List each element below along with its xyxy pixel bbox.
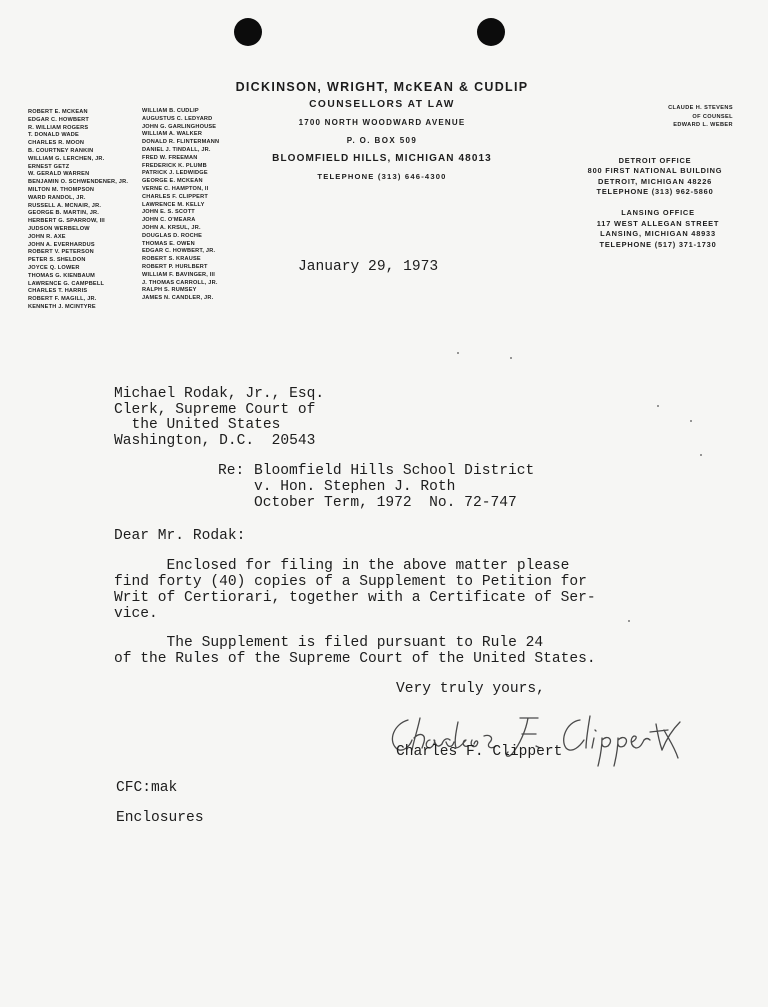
partner-name: ROBERT F. MAGILL, JR. (28, 296, 97, 303)
partner-name: ROBERT V. PETERSON (28, 249, 94, 256)
detroit-office-line-3: TELEPHONE (313) 962-5860 (596, 187, 714, 197)
scan-speck (510, 357, 512, 359)
partner-name: R. WILLIAM ROGERS (28, 124, 89, 131)
partner-name: RUSSELL A. MCNAIR, JR. (28, 202, 102, 209)
partner-name: ROBERT P. HURLBERT (142, 263, 208, 270)
lansing-office-line-3: TELEPHONE (517) 371-1730 (599, 239, 717, 249)
partner-name: J. THOMAS CARROLL, JR. (142, 279, 218, 286)
punch-hole-left (234, 18, 262, 46)
partner-name: JAMES N. CANDLER, JR. (142, 295, 214, 302)
partner-name: GEORGE E. MCKEAN (142, 178, 203, 185)
lansing-office-block (580, 208, 736, 250)
partner-name: WARD RANDOL, JR. (28, 194, 86, 201)
signer-name: Charles F. Clippert (396, 744, 563, 760)
letter-date: January 29, 1973 (298, 259, 439, 275)
partner-name: JOHN R. AXE (28, 233, 66, 240)
partner-name: WILLIAM A. WALKER (142, 131, 203, 138)
partner-name: JOHN E. S. SCOTT (142, 209, 195, 216)
partner-name: WILLIAM G. LERCHEN, JR. (28, 155, 105, 162)
partner-name: KENNETH J. MCINTYRE (28, 303, 96, 310)
lansing-office-line-1: 117 WEST ALLEGAN STREET (596, 218, 720, 228)
detroit-office-line-1: 800 FIRST NATIONAL BUILDING (587, 166, 723, 176)
partner-name: VERNE C. HAMPTON, II (142, 185, 209, 192)
scan-speck (700, 454, 702, 456)
firm-address-city: BLOOMFIELD HILLS, MICHIGAN 48013 (272, 153, 492, 164)
partner-name: CHARLES R. MOON (28, 140, 85, 147)
partner-name: WILLIAM B. CUDLIP (142, 108, 199, 114)
detroit-office-title: DETROIT OFFICE (618, 156, 692, 165)
partner-name: THOMAS G. KIENBAUM (28, 272, 95, 279)
partner-name: ERNEST GETZ (28, 163, 70, 170)
recipient-line-1: Michael Rodak, Jr., Esq. (114, 386, 325, 402)
re-label: Re: (218, 463, 245, 479)
scan-speck (657, 405, 659, 407)
of-counsel-label: OF COUNSEL (692, 113, 733, 120)
partner-name: WILLIAM F. BAVINGER, III (142, 271, 216, 278)
paragraph-1-line: Writ of Certiorari, together with a Certificate of Ser- (114, 590, 596, 606)
partners-column-1 (28, 109, 128, 312)
partner-name: JOYCE Q. LOWER (28, 264, 80, 271)
partner-name: ROBERT S. KRAUSE (142, 256, 201, 263)
paragraph-2-line: The Supplement is filed pursuant to Rule 24 (114, 635, 544, 651)
partner-name: DANIEL J. TINDALL, JR. (142, 146, 211, 153)
re-line-2: v. Hon. Stephen J. Roth (254, 479, 456, 495)
partner-name: T. DONALD WADE (28, 132, 79, 139)
lansing-office-title: LANSING OFFICE (621, 208, 695, 217)
re-line-3: October Term, 1972 No. 72-747 (254, 495, 517, 511)
salutation: Dear Mr. Rodak: (114, 528, 246, 544)
punch-hole-right (477, 18, 505, 46)
partner-name: EDGAR C. HOWBERT, JR. (142, 248, 216, 255)
firm-name: DICKINSON, WRIGHT, McKEAN & CUDLIP (235, 80, 529, 94)
partner-name: GEORGE B. MARTIN, JR. (28, 210, 100, 217)
partner-name: JOHN A. KRSUL, JR. (142, 224, 201, 231)
partner-name: JOHN C. O'MEARA (142, 217, 196, 224)
scan-speck (690, 420, 692, 422)
firm-address-pobox: P. O. BOX 509 (346, 136, 418, 145)
partner-name: BENJAMIN O. SCHWENDENER, JR. (28, 179, 129, 186)
detroit-office-line-2: DETROIT, MICHIGAN 48226 (597, 176, 713, 186)
firm-telephone: TELEPHONE (313) 646-4300 (317, 172, 447, 181)
partner-name: DONALD R. FLINTERMANN (142, 139, 220, 146)
partner-name: JOHN G. GARLINGHOUSE (142, 123, 217, 130)
partner-name: FREDERICK K. PLUMB (142, 162, 207, 169)
partner-name: JUDSON WERBELOW (28, 225, 90, 232)
partner-name: DOUGLAS D. ROCHE (142, 232, 203, 239)
paragraph-1-line: vice. (114, 606, 158, 622)
partners-column-2 (142, 108, 219, 303)
paragraph-2-line: of the Rules of the Supreme Court of the United States. (114, 651, 596, 667)
partner-name: LAWRENCE M. KELLY (142, 201, 205, 208)
partner-name: CHARLES F. CLIPPERT (142, 193, 208, 200)
partner-name: HERBERT G. SPARROW, III (28, 218, 105, 225)
partner-name: FRED W. FREEMAN (142, 154, 198, 161)
handwritten-signature (380, 710, 700, 770)
typist-initials: CFC:mak (116, 780, 178, 796)
recipient-line-4: Washington, D.C. 20543 (114, 433, 316, 449)
partner-name: MILTON M. THOMPSON (28, 186, 95, 193)
of-counsel-name-2: EDWARD L. WEBER (673, 122, 733, 128)
partner-name: ROBERT E. MCKEAN (28, 109, 88, 115)
partner-name: EDGAR C. HOWBERT (28, 116, 90, 123)
detroit-office-block (574, 156, 736, 198)
paragraph-1-line: Enclosed for filing in the above matter please (114, 558, 570, 574)
lansing-office-line-2: LANSING, MICHIGAN 48933 (600, 229, 716, 239)
of-counsel-name-1: CLAUDE H. STEVENS (668, 105, 733, 111)
re-line-1: Bloomfield Hills School District (254, 463, 535, 479)
enclosures-note: Enclosures (116, 810, 204, 826)
firm-address-street: 1700 NORTH WOODWARD AVENUE (298, 118, 466, 127)
partner-name: THOMAS E. OWEN (142, 240, 195, 247)
partner-name: CHARLES T. HARRIS (28, 288, 88, 295)
recipient-line-3: the United States (114, 417, 281, 433)
partner-name: B. COURTNEY RANKIN (28, 147, 94, 154)
paragraph-1-line: find forty (40) copies of a Supplement to Petition for (114, 574, 587, 590)
partner-name: RALPH S. RUMSEY (142, 287, 197, 294)
closing: Very truly yours, (396, 681, 545, 697)
scan-speck (457, 352, 459, 354)
partner-name: PETER S. SHELDON (28, 257, 86, 264)
partner-name: W. GERALD WARREN (28, 171, 90, 178)
partner-name: JOHN A. EVERHARDUS (28, 241, 95, 248)
partner-name: LAWRENCE G. CAMPBELL (28, 280, 105, 287)
scan-speck (628, 620, 630, 622)
firm-subtitle: COUNSELLORS AT LAW (309, 99, 455, 110)
partner-name: AUGUSTUS C. LEDYARD (142, 115, 213, 122)
of-counsel-block (606, 104, 733, 130)
recipient-line-2: Clerk, Supreme Court of (114, 402, 316, 418)
partner-name: PATRICK J. LEDWIDGE (142, 170, 208, 177)
